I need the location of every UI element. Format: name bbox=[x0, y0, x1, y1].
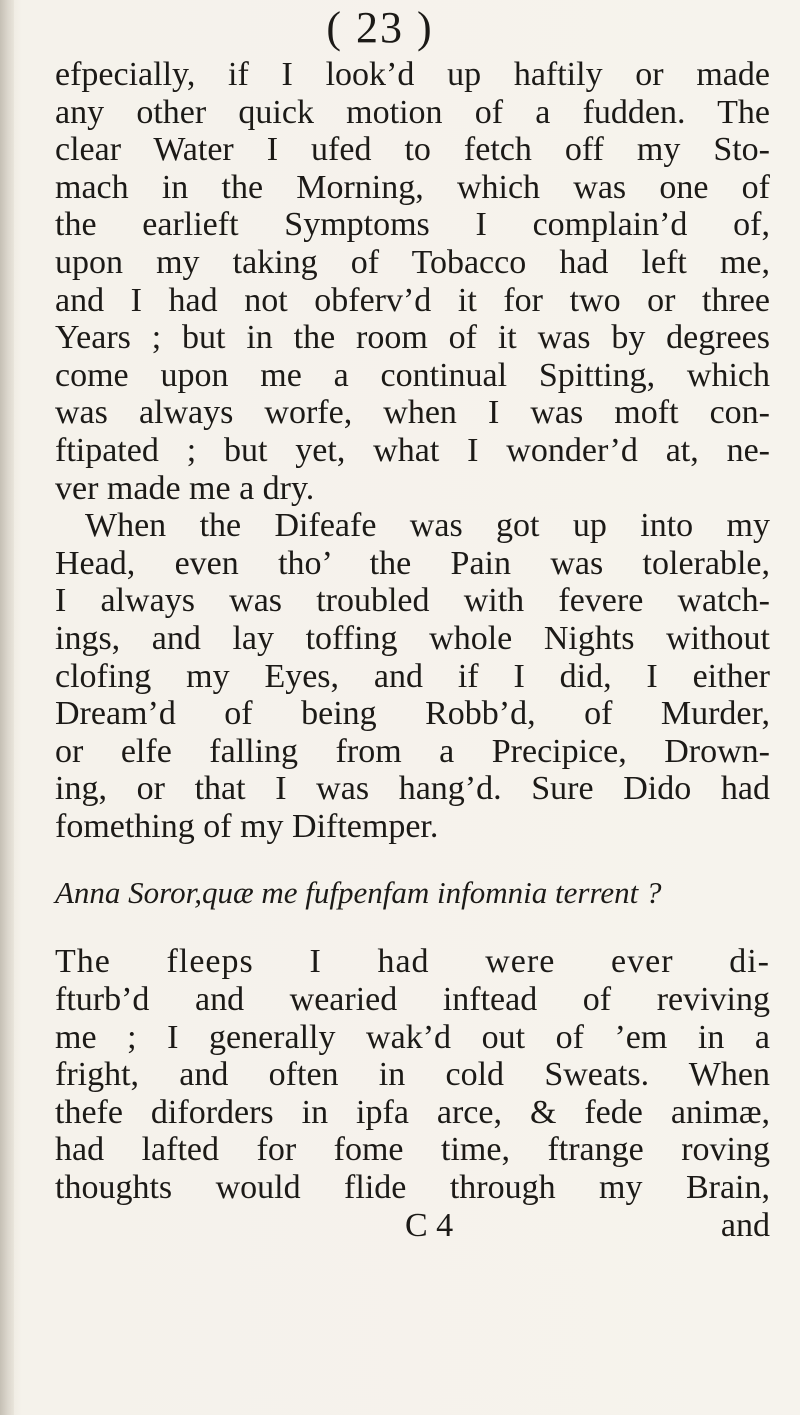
text-line: fomething of my Diftemper. bbox=[55, 807, 439, 845]
text-line: Dream’d of being Robb’d, of Murder, bbox=[55, 695, 770, 733]
text-line: Head, even tho’ the Pain was tolerable, bbox=[55, 544, 770, 582]
signature-mark: C 4 bbox=[405, 1206, 454, 1244]
text-line: had lafted for fome time, ftrange roving bbox=[55, 1131, 770, 1169]
text-line: upon my taking of Tobacco had left me, bbox=[55, 243, 770, 281]
text-line: and I had not obferv’d it for two or three bbox=[55, 281, 770, 319]
gutter-shadow bbox=[0, 0, 14, 1415]
text-line: thefe diforders in ipfa arce, & fede animæ, bbox=[55, 1093, 770, 1131]
latin-quotation: Anna Soror,quæ me fufpenfam infomnia terrent ? bbox=[55, 875, 662, 911]
text-line: I always was troubled with fevere watch- bbox=[55, 582, 770, 620]
text-line: any other quick motion of a fudden. The bbox=[55, 93, 770, 131]
text-line: fturb’d and wearied inftead of reviving bbox=[55, 981, 770, 1019]
text-line: ings, and lay toffing whole Nights without bbox=[55, 619, 770, 657]
text-line: mach in the Morning, which was one of bbox=[55, 168, 770, 206]
text-line: me ; I generally wak’d out of ’em in a bbox=[55, 1018, 770, 1056]
text-line: efpecially, if I look’d up haftily or made bbox=[55, 56, 770, 93]
text-line: thoughts would flide through my Brain, bbox=[55, 1169, 770, 1207]
text-line: clear Water I ufed to fetch off my Sto- bbox=[55, 131, 770, 169]
spacer bbox=[55, 845, 770, 867]
page-number: ( 23 ) bbox=[326, 3, 434, 52]
body-text bbox=[55, 56, 770, 1244]
text-line: fright, and often in cold Sweats. When bbox=[55, 1056, 770, 1094]
text-line: clofing my Eyes, and if I did, I either bbox=[55, 657, 770, 695]
text-line: or elfe falling from a Precipice, Drown- bbox=[55, 732, 770, 770]
text-line: come upon me a continual Spitting, which bbox=[55, 356, 770, 394]
text-line: The fleeps I had were ever di- bbox=[55, 943, 770, 981]
text-line: the earlieft Symptoms I complain’d of, bbox=[55, 206, 770, 244]
catchword: and bbox=[720, 1206, 770, 1244]
text-line: ftipated ; but yet, what I wonder’d at, ne- bbox=[55, 431, 770, 469]
text-line: Years ; but in the room of it was by degrees bbox=[55, 319, 770, 357]
page-footer bbox=[55, 1207, 770, 1245]
text-line: was always worfe, when I was moft con- bbox=[55, 394, 770, 432]
text-line: When the Difeafe was got up into my bbox=[85, 507, 770, 545]
text-line: ing, or that I was hang’d. Sure Dido had bbox=[55, 770, 770, 808]
text-line: ver made me a dry. bbox=[55, 469, 315, 507]
